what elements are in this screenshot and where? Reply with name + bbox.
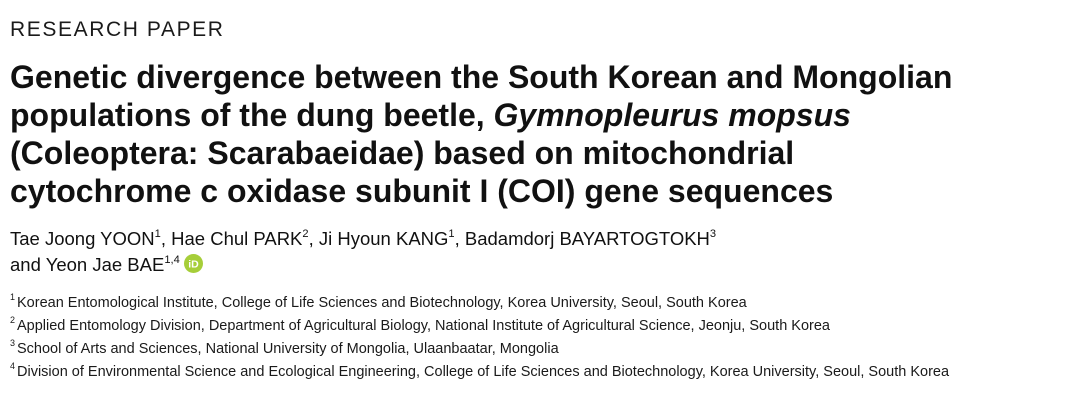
author-separator: , [308,228,319,249]
author-name: Yeon Jae BAE [45,254,165,275]
title-line-3: (Coleoptera: Scarabaeidae) based on mitochondrial [10,135,795,171]
affiliation-number: 1 [10,292,15,303]
orcid-label: iD [188,258,199,271]
affiliation-item [10,361,949,384]
affiliation-list [10,292,949,384]
affiliation-text: Division of Environmental Science and Ecological Engineering, College of Life Sciences and Biotechnology, Korea University, Seoul, South Korea [17,364,950,380]
author-affiliation-mark: 1 [154,227,161,240]
author-name: Tae Joong YOON [10,228,155,249]
author-name: Hae Chul PARK [171,228,303,249]
affiliation-item [10,338,949,361]
author-affiliation-mark: 2 [302,227,309,240]
author-name: Badamdorj BAYARTOGTOKH [464,228,710,249]
title-line-2 [10,96,1070,134]
author-line-2 [10,252,716,280]
author-name: Ji Hyoun KANG [318,228,449,249]
affiliation-number: 4 [10,361,15,372]
author-line-1 [10,226,716,252]
affiliation-text: Korean Entomological Institute, College of Life Sciences and Biotechnology, Korea University, Seoul, South Korea [17,295,747,311]
paper-header [10,0,1070,409]
author-affiliation-mark: 1,4 [164,253,180,266]
author-affiliation-mark: 3 [709,227,717,240]
author-separator: , [160,228,172,249]
affiliation-number: 3 [10,338,15,349]
affiliation-text: Applied Entomology Division, Department of Agricultural Biology, National Institute of Agricultural Science, Jeonju, South Korea [17,318,830,334]
affiliation-item [10,292,949,315]
section-label: RESEARCH PAPER [10,18,225,41]
title-line-1: Genetic divergence between the South Korean and Mongolian [10,59,953,95]
title-line-4: cytochrome c oxidase subunit I (COI) gene sequences [10,173,834,209]
affiliation-text: School of Arts and Sciences, National University of Mongolia, Ulaanbaatar, Mongolia [17,341,559,357]
author-list [10,226,716,280]
author-separator: , [454,228,465,249]
affiliation-item [10,315,949,338]
paper-title [10,58,1070,210]
author-affiliation-mark: 1 [448,227,455,240]
orcid-icon[interactable] [184,254,203,280]
affiliation-number: 2 [10,315,15,326]
species-name: Gymnopleurus mopsus [493,97,851,133]
author-conjunction: and [10,254,46,275]
title-line-2-prefix: populations of the dung beetle, [10,97,494,133]
